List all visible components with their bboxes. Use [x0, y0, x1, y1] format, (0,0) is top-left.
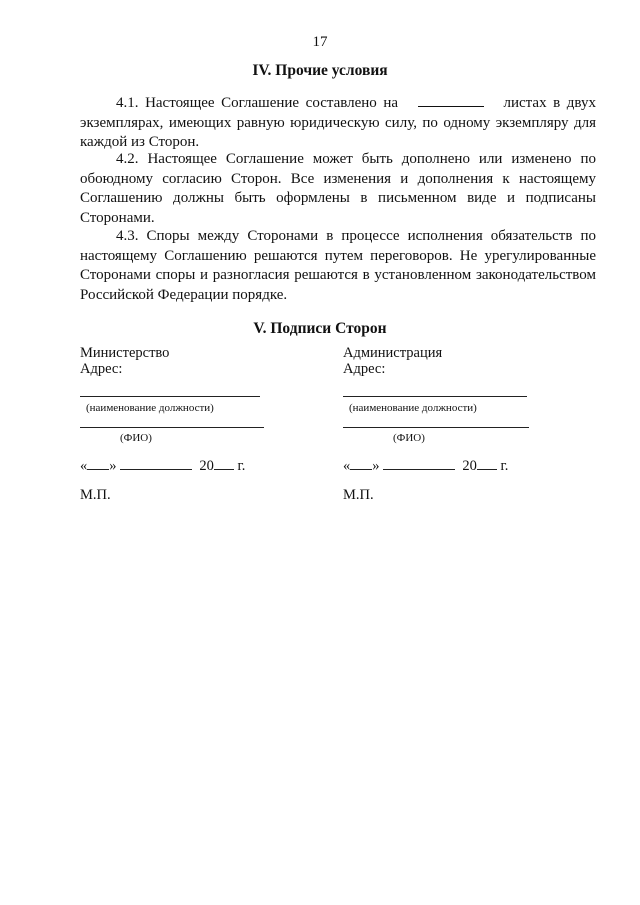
party-address-label: Адрес:: [80, 361, 123, 377]
month-blank: [120, 457, 192, 470]
position-line: [80, 427, 264, 428]
section-heading-other-terms: IV. Прочие условия: [252, 62, 388, 79]
page-number: 17: [312, 34, 328, 50]
quote-close: »: [372, 458, 380, 474]
position-caption: (наименование должности): [349, 402, 477, 414]
year-suffix: г.: [500, 458, 509, 474]
party-name: Администрация: [343, 345, 443, 361]
month-blank: [383, 457, 455, 470]
day-blank: [87, 457, 109, 470]
year-blank: [214, 457, 234, 470]
position-caption: (наименование должности): [86, 402, 214, 414]
year-suffix: г.: [237, 458, 246, 474]
signature-date: [80, 457, 310, 475]
stamp-placeholder: М.П.: [80, 487, 111, 503]
address-line: [80, 396, 260, 397]
quote-open: «: [343, 458, 351, 474]
party-name: Министерство: [80, 345, 170, 361]
quote-open: «: [80, 458, 88, 474]
quote-close: »: [109, 458, 117, 474]
fio-caption: (ФИО): [393, 432, 425, 444]
stamp-placeholder: М.П.: [343, 487, 374, 503]
fio-caption: (ФИО): [120, 432, 152, 444]
signature-date: [343, 457, 573, 475]
year-blank: [477, 457, 497, 470]
year-prefix: 20: [462, 458, 477, 474]
year-prefix: 20: [199, 458, 214, 474]
day-blank: [350, 457, 372, 470]
address-line: [343, 396, 527, 397]
section-heading-signatures: V. Подписи Сторон: [253, 320, 387, 337]
paragraph-4-3: 4.3. Споры между Сторонами в процессе исполнения обязательств по настоящему Соглашению решаются путем переговоров. Не урегулированные Сторонами споры и разногласия решаются в установленном законодательством Российской Федерации порядке.: [80, 228, 596, 303]
paragraph-4-2: 4.2. Настоящее Соглашение может быть дополнено или изменено по обоюдному согласию Сторон. Все изменения и дополнения к настоящему Соглашению должны быть оформлены в письменном виде и подписаны Сторонами.: [80, 151, 596, 226]
signature-block-ministry: [80, 345, 310, 504]
position-line: [343, 427, 529, 428]
paragraph-4-1-text-end: листах в двух экземплярах, имеющих равную юридическую силу, по одному экземпляру для каждой из Сторон.: [80, 95, 596, 151]
paragraph-4-1-text-start: 4.1. Настоящее Соглашение составлено на: [116, 95, 399, 111]
sheet-count-blank: [418, 94, 484, 107]
signature-block-administration: [343, 345, 573, 504]
party-address-label: Адрес:: [343, 361, 386, 377]
paragraph-4-1: [80, 94, 596, 153]
